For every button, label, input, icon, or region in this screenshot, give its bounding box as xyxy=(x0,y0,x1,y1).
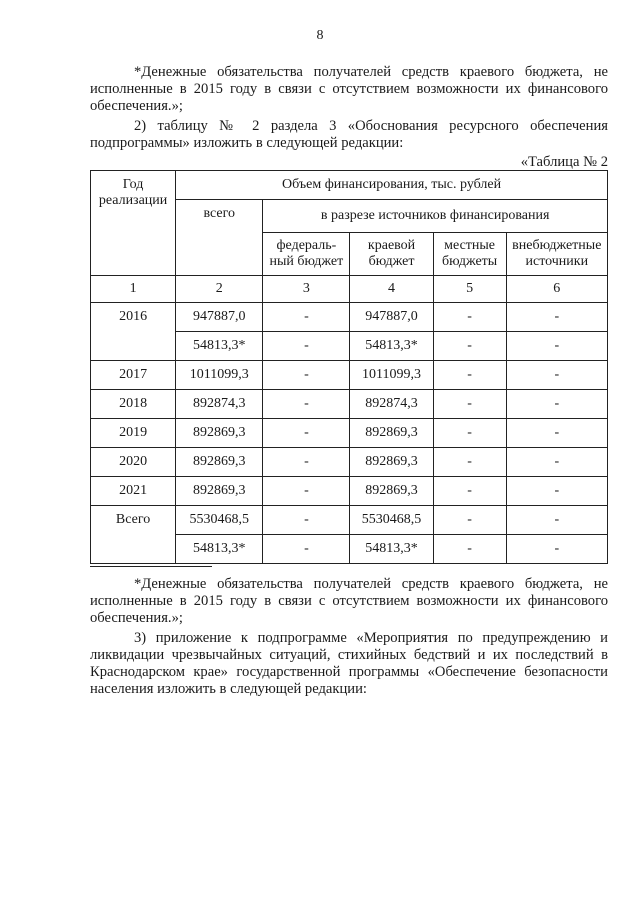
header-volume: Объем финансирования, тыс. рублей xyxy=(176,171,608,200)
column-number-cell: 2 xyxy=(176,276,263,303)
value-cell: 5530468,5 xyxy=(350,506,433,535)
value-cell: - xyxy=(433,477,506,506)
header-extra: внебюджетные источники xyxy=(506,233,607,276)
value-cell: 892869,3 xyxy=(350,448,433,477)
value-cell: 892874,3 xyxy=(350,390,433,419)
value-cell: - xyxy=(263,419,350,448)
value-cell: - xyxy=(263,477,350,506)
value-cell: - xyxy=(433,361,506,390)
value-cell: - xyxy=(506,390,607,419)
value-cell: - xyxy=(263,303,350,332)
header-federal: федераль-ный бюджет xyxy=(263,233,350,276)
top-footnote-paragraph: *Денежные обязательства получателей средств краевого бюджета, не исполненные в 2015 году в связи с отсутствием возможности их финансового обеспечения.»; xyxy=(90,64,608,114)
year-cell: 2018 xyxy=(91,390,176,419)
column-number-row xyxy=(91,276,608,303)
value-cell: 5530468,5 xyxy=(176,506,263,535)
financing-table xyxy=(90,170,608,564)
value-cell: 947887,0 xyxy=(176,303,263,332)
value-cell: 892869,3 xyxy=(350,477,433,506)
table-row xyxy=(91,390,608,419)
value-cell: 892874,3 xyxy=(176,390,263,419)
value-cell: 947887,0 xyxy=(350,303,433,332)
column-number-cell: 3 xyxy=(263,276,350,303)
page-number: 8 xyxy=(316,28,324,43)
year-cell: 2020 xyxy=(91,448,176,477)
table-body xyxy=(91,276,608,564)
year-cell: 2019 xyxy=(91,419,176,448)
value-cell: - xyxy=(506,477,607,506)
value-cell: - xyxy=(433,506,506,535)
column-number-cell: 4 xyxy=(350,276,433,303)
value-cell: 892869,3 xyxy=(176,419,263,448)
table-row xyxy=(91,361,608,390)
value-cell: - xyxy=(433,303,506,332)
value-cell: 1011099,3 xyxy=(350,361,433,390)
value-cell: - xyxy=(506,361,607,390)
value-cell: - xyxy=(433,390,506,419)
value-cell: - xyxy=(263,448,350,477)
value-cell: - xyxy=(263,390,350,419)
header-regional: краевой бюджет xyxy=(350,233,433,276)
value-cell: 1011099,3 xyxy=(176,361,263,390)
value-cell: - xyxy=(506,303,607,332)
value-cell: 892869,3 xyxy=(176,448,263,477)
footnote-paragraph: *Денежные обязательства получателей средств краевого бюджета, не исполненные в 2015 году в связи с отсутствием возможности их финансового обеспечения.»; xyxy=(90,576,608,626)
value-cell: - xyxy=(506,332,607,361)
value-cell: 54813,3* xyxy=(176,332,263,361)
year-cell: Всего xyxy=(91,506,176,564)
year-cell: 2021 xyxy=(91,477,176,506)
value-cell: 54813,3* xyxy=(176,535,263,564)
value-cell: - xyxy=(506,506,607,535)
table-row xyxy=(91,506,608,535)
header-sources: в разрезе источников финансирования xyxy=(263,200,608,233)
value-cell: - xyxy=(433,448,506,477)
year-cell: 2017 xyxy=(91,361,176,390)
column-number-cell: 6 xyxy=(506,276,607,303)
value-cell: - xyxy=(433,332,506,361)
table-label: «Таблица № 2 xyxy=(520,154,608,170)
table-row xyxy=(91,419,608,448)
table-row xyxy=(91,303,608,332)
value-cell: - xyxy=(433,535,506,564)
value-cell: 892869,3 xyxy=(176,477,263,506)
table-row xyxy=(91,477,608,506)
item-2-paragraph: 2) таблицу № 2 раздела 3 «Обоснования ресурсного обеспечения подпрограммы» изложить в следующей редакции: xyxy=(90,118,608,151)
value-cell: 892869,3 xyxy=(350,419,433,448)
value-cell: - xyxy=(506,535,607,564)
table-row xyxy=(91,448,608,477)
value-cell: 54813,3* xyxy=(350,332,433,361)
year-cell: 2016 xyxy=(91,303,176,361)
value-cell: - xyxy=(263,535,350,564)
header-year: Год реализации xyxy=(91,171,176,276)
value-cell: - xyxy=(506,419,607,448)
footnote-divider xyxy=(90,566,212,567)
column-number-cell: 5 xyxy=(433,276,506,303)
column-number-cell: 1 xyxy=(91,276,176,303)
header-local: местные бюджеты xyxy=(433,233,506,276)
value-cell: 54813,3* xyxy=(350,535,433,564)
value-cell: - xyxy=(506,448,607,477)
header-total: всего xyxy=(176,200,263,276)
value-cell: - xyxy=(263,332,350,361)
item-3-paragraph: 3) приложение к подпрограмме «Мероприятия по предупреждению и ликвидации чрезвычайных ситуаций, стихийных бедствий и их последствий в Краснодарском крае» государственной программы «Обеспечение безопасности населения изложить в следующей редакции: xyxy=(90,630,608,697)
value-cell: - xyxy=(263,506,350,535)
value-cell: - xyxy=(263,361,350,390)
value-cell: - xyxy=(433,419,506,448)
